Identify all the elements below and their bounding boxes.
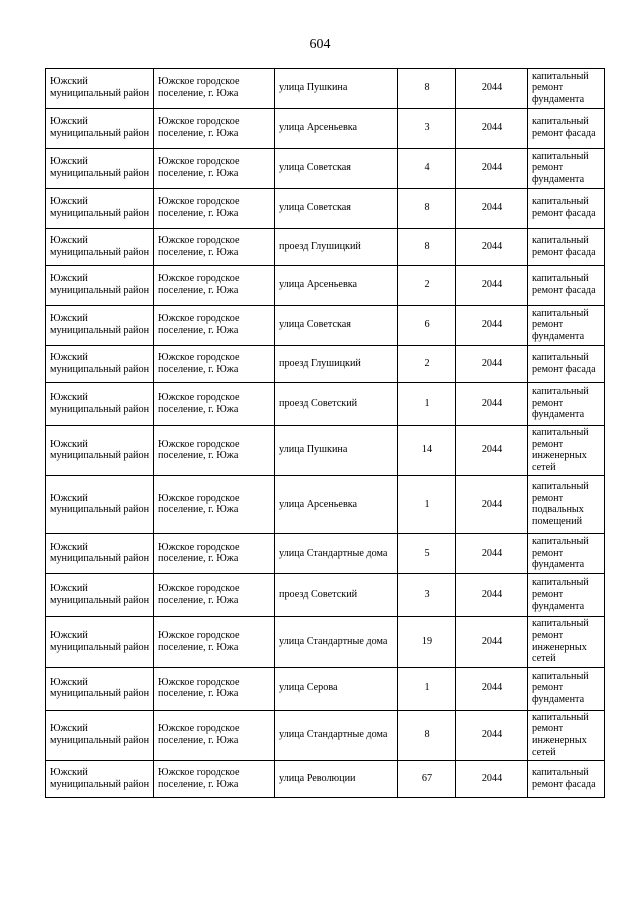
house-number-cell: 3 <box>398 109 456 149</box>
district-cell: Южский муниципальный район <box>46 426 154 476</box>
settlement-cell: Южское городское поселение, г. Южа <box>154 149 275 189</box>
house-number-cell: 1 <box>398 476 456 534</box>
house-number-cell: 8 <box>398 189 456 229</box>
settlement-cell: Южское городское поселение, г. Южа <box>154 534 275 574</box>
year-cell: 2044 <box>456 109 528 149</box>
street-cell: улица Серова <box>275 667 398 710</box>
work-type-cell: капитальный ремонт фундамента <box>528 69 605 109</box>
work-type-cell: капитальный ремонт фундамента <box>528 383 605 426</box>
table-row <box>46 617 605 667</box>
district-cell: Южский муниципальный район <box>46 229 154 266</box>
work-type-cell: капитальный ремонт фасада <box>528 109 605 149</box>
house-number-cell: 1 <box>398 383 456 426</box>
settlement-cell: Южское городское поселение, г. Южа <box>154 189 275 229</box>
street-cell: улица Стандартные дома <box>275 617 398 667</box>
settlement-cell: Южское городское поселение, г. Южа <box>154 266 275 306</box>
table-row <box>46 109 605 149</box>
settlement-cell: Южское городское поселение, г. Южа <box>154 229 275 266</box>
district-cell: Южский муниципальный район <box>46 534 154 574</box>
settlement-cell: Южское городское поселение, г. Южа <box>154 667 275 710</box>
settlement-cell: Южское городское поселение, г. Южа <box>154 69 275 109</box>
street-cell: улица Стандартные дома <box>275 534 398 574</box>
year-cell: 2044 <box>456 69 528 109</box>
settlement-cell: Южское городское поселение, г. Южа <box>154 761 275 798</box>
year-cell: 2044 <box>456 189 528 229</box>
house-number-cell: 1 <box>398 667 456 710</box>
settlement-cell: Южское городское поселение, г. Южа <box>154 426 275 476</box>
work-type-cell: капитальный ремонт инженерных сетей <box>528 617 605 667</box>
street-cell: улица Арсеньевка <box>275 476 398 534</box>
year-cell: 2044 <box>456 149 528 189</box>
work-type-cell: капитальный ремонт фасада <box>528 229 605 266</box>
year-cell: 2044 <box>456 710 528 760</box>
district-cell: Южский муниципальный район <box>46 667 154 710</box>
year-cell: 2044 <box>456 574 528 617</box>
table-row <box>46 189 605 229</box>
work-type-cell: капитальный ремонт фасада <box>528 189 605 229</box>
house-number-cell: 8 <box>398 69 456 109</box>
house-number-cell: 2 <box>398 266 456 306</box>
repair-schedule-table <box>45 68 605 798</box>
year-cell: 2044 <box>456 229 528 266</box>
district-cell: Южский муниципальный район <box>46 266 154 306</box>
settlement-cell: Южское городское поселение, г. Южа <box>154 574 275 617</box>
table-row <box>46 69 605 109</box>
year-cell: 2044 <box>456 383 528 426</box>
district-cell: Южский муниципальный район <box>46 306 154 346</box>
year-cell: 2044 <box>456 426 528 476</box>
table-row <box>46 667 605 710</box>
work-type-cell: капитальный ремонт подвальных помещений <box>528 476 605 534</box>
district-cell: Южский муниципальный район <box>46 383 154 426</box>
settlement-cell: Южское городское поселение, г. Южа <box>154 617 275 667</box>
street-cell: улица Советская <box>275 189 398 229</box>
house-number-cell: 2 <box>398 346 456 383</box>
year-cell: 2044 <box>456 306 528 346</box>
settlement-cell: Южское городское поселение, г. Южа <box>154 710 275 760</box>
street-cell: улица Революции <box>275 761 398 798</box>
table-row <box>46 710 605 760</box>
page-number: 604 <box>309 37 331 52</box>
street-cell: улица Советская <box>275 149 398 189</box>
district-cell: Южский муниципальный район <box>46 574 154 617</box>
street-cell: улица Пушкина <box>275 69 398 109</box>
year-cell: 2044 <box>456 617 528 667</box>
table-row <box>46 476 605 534</box>
settlement-cell: Южское городское поселение, г. Южа <box>154 346 275 383</box>
street-cell: улица Арсеньевка <box>275 266 398 306</box>
house-number-cell: 8 <box>398 710 456 760</box>
district-cell: Южский муниципальный район <box>46 476 154 534</box>
street-cell: проезд Советский <box>275 574 398 617</box>
table-row <box>46 346 605 383</box>
settlement-cell: Южское городское поселение, г. Южа <box>154 476 275 534</box>
settlement-cell: Южское городское поселение, г. Южа <box>154 383 275 426</box>
year-cell: 2044 <box>456 534 528 574</box>
house-number-cell: 5 <box>398 534 456 574</box>
table-row <box>46 534 605 574</box>
table-row <box>46 306 605 346</box>
table-row <box>46 383 605 426</box>
street-cell: проезд Советский <box>275 383 398 426</box>
table-row <box>46 266 605 306</box>
work-type-cell: капитальный ремонт фасада <box>528 266 605 306</box>
district-cell: Южский муниципальный район <box>46 617 154 667</box>
street-cell: улица Советская <box>275 306 398 346</box>
street-cell: улица Стандартные дома <box>275 710 398 760</box>
work-type-cell: капитальный ремонт фундамента <box>528 534 605 574</box>
table-row <box>46 149 605 189</box>
work-type-cell: капитальный ремонт фундамента <box>528 667 605 710</box>
year-cell: 2044 <box>456 266 528 306</box>
house-number-cell: 14 <box>398 426 456 476</box>
house-number-cell: 8 <box>398 229 456 266</box>
street-cell: проезд Глушицкий <box>275 229 398 266</box>
year-cell: 2044 <box>456 346 528 383</box>
table-row <box>46 574 605 617</box>
house-number-cell: 3 <box>398 574 456 617</box>
district-cell: Южский муниципальный район <box>46 761 154 798</box>
street-cell: улица Арсеньевка <box>275 109 398 149</box>
district-cell: Южский муниципальный район <box>46 109 154 149</box>
house-number-cell: 67 <box>398 761 456 798</box>
settlement-cell: Южское городское поселение, г. Южа <box>154 306 275 346</box>
work-type-cell: капитальный ремонт фундамента <box>528 574 605 617</box>
house-number-cell: 19 <box>398 617 456 667</box>
work-type-cell: капитальный ремонт фундамента <box>528 306 605 346</box>
work-type-cell: капитальный ремонт инженерных сетей <box>528 710 605 760</box>
district-cell: Южский муниципальный район <box>46 189 154 229</box>
work-type-cell: капитальный ремонт фасада <box>528 346 605 383</box>
table-row <box>46 426 605 476</box>
settlement-cell: Южское городское поселение, г. Южа <box>154 109 275 149</box>
house-number-cell: 4 <box>398 149 456 189</box>
year-cell: 2044 <box>456 667 528 710</box>
district-cell: Южский муниципальный район <box>46 69 154 109</box>
district-cell: Южский муниципальный район <box>46 710 154 760</box>
work-type-cell: капитальный ремонт фундамента <box>528 149 605 189</box>
table-row <box>46 761 605 798</box>
street-cell: улица Пушкина <box>275 426 398 476</box>
year-cell: 2044 <box>456 476 528 534</box>
table-row <box>46 229 605 266</box>
house-number-cell: 6 <box>398 306 456 346</box>
work-type-cell: капитальный ремонт инженерных сетей <box>528 426 605 476</box>
district-cell: Южский муниципальный район <box>46 346 154 383</box>
district-cell: Южский муниципальный район <box>46 149 154 189</box>
work-type-cell: капитальный ремонт фасада <box>528 761 605 798</box>
year-cell: 2044 <box>456 761 528 798</box>
street-cell: проезд Глушицкий <box>275 346 398 383</box>
